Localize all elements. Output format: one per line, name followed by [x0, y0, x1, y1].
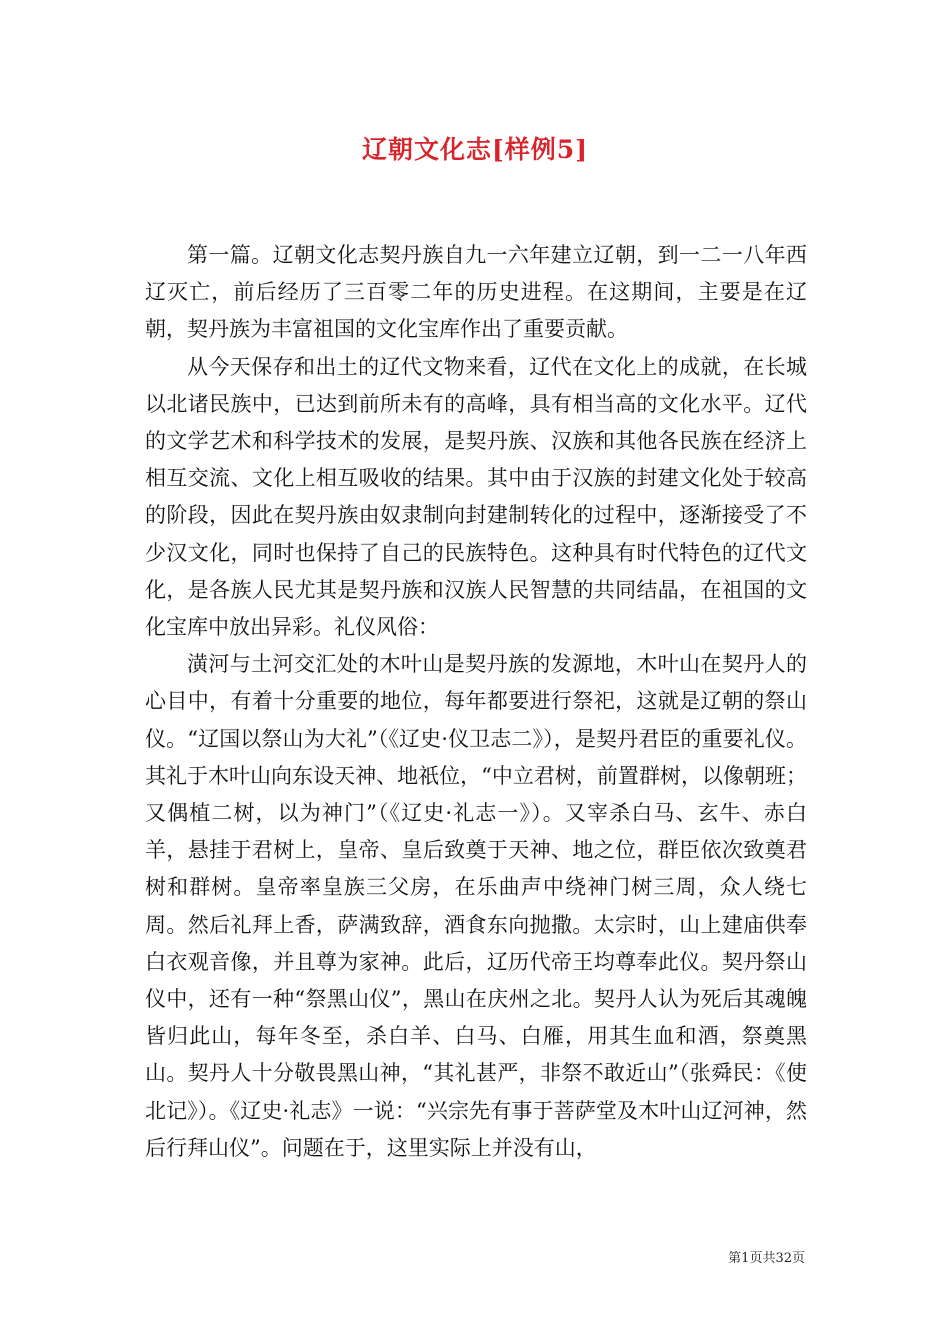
paragraph: 第一篇。辽朝文化志契丹族自九一六年建立辽朝，到一二一八年西辽灭亡，前后经历了三百零二年的历史进程。在这期间，主要是在辽朝，契丹族为丰富祖国的文化宝库作出了重要贡献。 [145, 243, 807, 342]
paragraph: 从今天保存和出土的辽代文物来看，辽代在文化上的成就，在长城以北诸民族中，已达到前所未有的高峰，具有相当高的文化水平。辽代的文学艺术和科学技术的发展，是契丹族、汉族和其他各民族在经济上相互交流、文化上相互吸收的结果。其中由于汉族的封建文化处于较高的阶段，因此在契丹族由奴隶制向封建制转化的过程中，逐渐接受了不少汉文化，同时也保持了自己的民族特色。这种具有时代特色的辽代文化，是各族人民尤其是契丹族和汉族人民智慧的共同结晶，在祖国的文化宝库中放出异彩。礼仪风俗： [145, 354, 807, 640]
document-title: 辽朝文化志[样例5] [361, 135, 589, 164]
paragraph: 潢河与土河交汇处的木叶山是契丹族的发源地，木叶山在契丹人的心目中，有着十分重要的地位，每年都要进行祭祀，这就是辽朝的祭山仪。“辽国以祭山为大礼”（《辽史·仪卫志二》），是契丹君臣的重要礼仪。其礼于木叶山向东设天神、地祇位，“中立君树，前置群树，以像朝班；又偶植二树，以为神门”（《辽史·礼志一》）。又宰杀白马、玄牛、赤白羊，悬挂于君树上，皇帝、皇后致奠于天神、地之位，群臣依次致奠君树和群树。皇帝率皇族三父房，在乐曲声中绕神门树三周，众人绕七周。然后礼拜上香，萨满致辞，酒食东向抛撒。太宗时，山上建庙供奉白衣观音像，并且尊为家神。此后，辽历代帝王均尊奉此仪。契丹祭山仪中，还有一种“祭黑山仪”，黑山在庆州之北。契丹人认为死后其魂魄皆归此山，每年冬至，杀白羊、白马、白雁，用其生血和酒，祭奠黑山。契丹人十分敬畏黑山神，“其礼甚严，非祭不敢近山”（张舜民：《使北记》）。《辽史·礼志》一说：“兴宗先有事于菩萨堂及木叶山辽河神，然后行拜山仪”。问题在于，这里实际上并没有山， [145, 652, 807, 1160]
document-body [145, 237, 807, 1167]
page-number: 第1页共32页 [728, 1251, 805, 1266]
